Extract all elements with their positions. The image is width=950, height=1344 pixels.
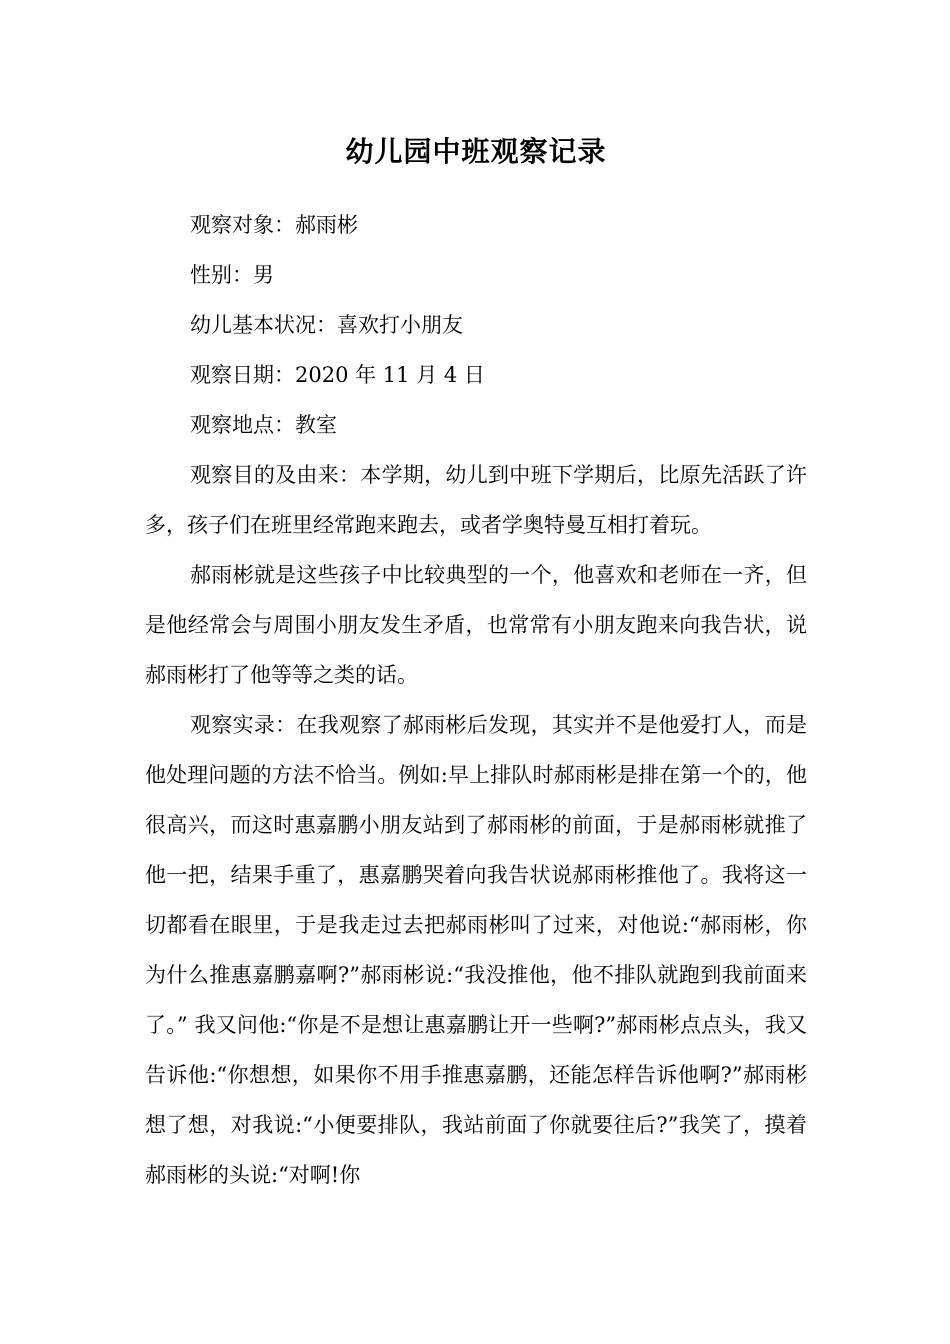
field-label: 观察对象： (190, 213, 295, 237)
field-value: 教室 (295, 413, 337, 437)
field-value: 男 (253, 263, 274, 287)
document-title: 幼儿园中班观察记录 (345, 135, 607, 168)
paragraph-record: 观察实录：在我观察了郝雨彬后发现，其实并不是他爱打人，而是他处理问题的方法不恰当。例如:早上排队时郝雨彬是排在第一个的，他很高兴，而这时惠嘉鹏小朋友站到了郝雨彬的前面，于是郝雨彬就推了他一把，结果手重了，惠嘉鹏哭着向我告状说郝雨彬推他了。我将这一切都看在眼里，于是我走过去把郝雨彬叫了过来，对他说:“郝雨彬，你为什么推惠嘉鹏嘉啊?”郝雨彬说:“我没推他，他不排队就跑到我前面来了。” 我又问他:“你是不是想让惠嘉鹏让开一些啊?”郝雨彬点点头，我又告诉他:“你想想，如果你不用手推惠嘉鹏，还能怎样告诉他啊?”郝雨彬想了想，对我说:“小便要排队，我站前面了你就要往后?”我笑了，摸着郝雨彬的头说:“对啊!你 (145, 713, 807, 1187)
field-observation-location (190, 410, 337, 440)
field-observation-subject (190, 210, 358, 240)
paragraph-purpose: 观察目的及由来：本学期，幼儿到中班下学期后，比原先活跃了许多，孩子们在班里经常跑来跑去，或者学奥特曼互相打着玩。 (145, 463, 807, 537)
field-gender (190, 260, 274, 290)
paragraph-background: 郝雨彬就是这些孩子中比较典型的一个，他喜欢和老师在一齐，但是他经常会与周围小朋友发生矛盾，也常常有小朋友跑来向我告状，说郝雨彬打了他等等之类的话。 (145, 563, 807, 687)
field-value: 2020 年 11 月 4 日 (295, 363, 485, 387)
field-basic-status (190, 310, 463, 340)
field-value: 喜欢打小朋友 (337, 313, 463, 337)
field-observation-date (190, 360, 485, 390)
field-label: 幼儿基本状况： (190, 313, 337, 337)
field-value: 郝雨彬 (295, 213, 358, 237)
field-label: 观察日期： (190, 363, 295, 387)
field-label: 观察地点： (190, 413, 295, 437)
field-label: 性别： (190, 263, 253, 287)
